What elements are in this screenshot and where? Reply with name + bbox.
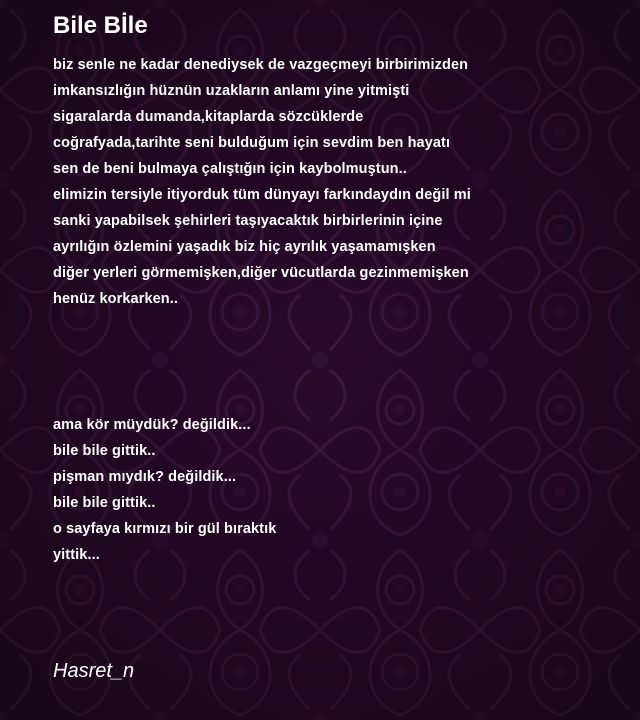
poem-line: coğrafyada,tarihte seni bulduğum için sevdim ben hayatı [53, 135, 451, 151]
poem-line: ama kör müydük? değildik... [53, 417, 251, 433]
poem-line: bile bile gittik.. [53, 495, 156, 511]
poem-line: bile bile gittik.. [53, 443, 156, 459]
poem-line: sen de beni bulmaya çalıştığın için kaybolmuştun.. [53, 161, 407, 177]
poem-line: diğer yerleri görmemişken,diğer vücutlarda gezinmemişken [53, 265, 469, 281]
stanza-1 [53, 52, 471, 312]
poem-line: henüz korkarken.. [53, 291, 178, 307]
poem-line: elimizin tersiyle itiyorduk tüm dünyayı farkındaydın değil mi [53, 187, 471, 203]
poem-line: yittik... [53, 547, 100, 563]
stanza-2 [53, 412, 276, 568]
poem-line: o sayfaya kırmızı bir gül bıraktık [53, 521, 277, 537]
poem-line: pişman mıydık? değildik... [53, 469, 237, 485]
poem-line: biz senle ne kadar denediysek de vazgeçmeyi birbirimizden [53, 57, 469, 73]
poem-line: sanki yapabilsek şehirleri taşıyacaktık birbirlerinin içine [53, 213, 443, 229]
poem-title: Bile Bİle [53, 12, 148, 39]
poem-line: ayrılığın özlemini yaşadık biz hiç ayrılık yaşamamışken [53, 239, 436, 255]
poem-line: imkansızlığın hüznün uzakların anlamı yine yitmişti [53, 83, 410, 99]
poem-author: Hasret_n [53, 660, 135, 682]
poem-line: sigaralarda dumanda,kitaplarda sözcüklerde [53, 109, 364, 125]
